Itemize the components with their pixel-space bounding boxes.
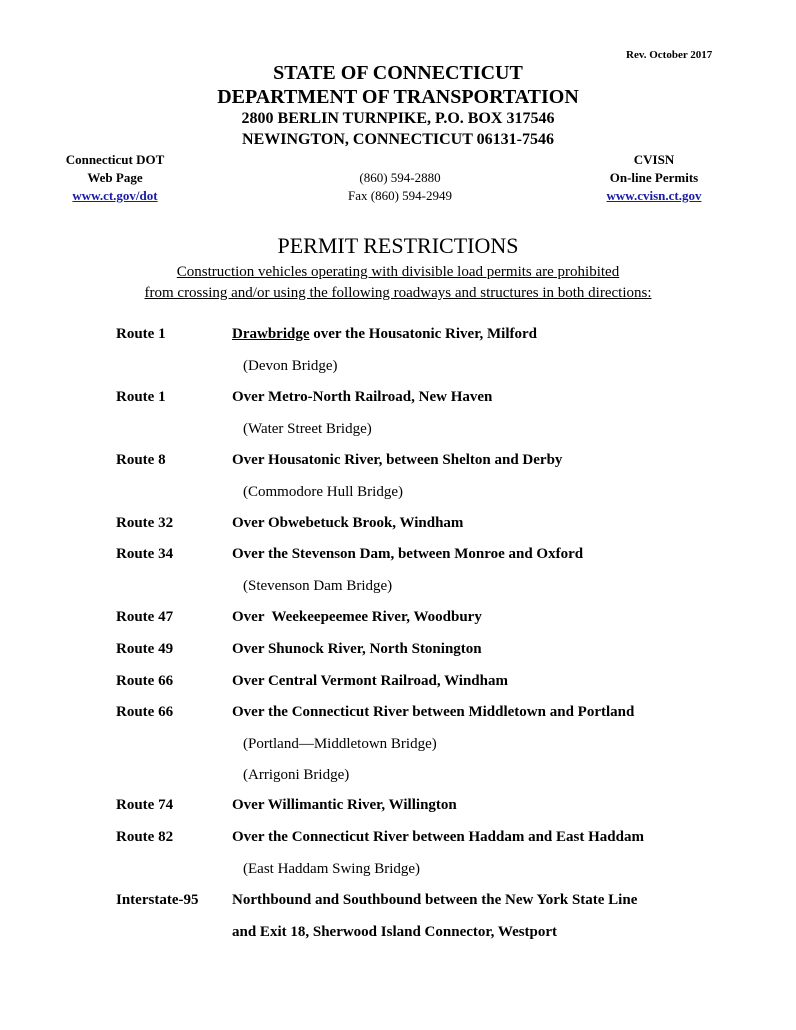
restriction-desc: Over Shunock River, North Stonington: [232, 641, 482, 657]
page-title: PERMIT RESTRICTIONS: [277, 233, 519, 258]
route-label: Route 1: [116, 389, 166, 405]
restriction-desc: Over Metro-North Railroad, New Haven: [232, 389, 493, 405]
phone-number: (860) 594-2880: [359, 170, 441, 185]
header-address: 2800 BERLIN TURNPIKE, P.O. BOX 317546: [241, 110, 555, 127]
revision-date: Rev. October 2017: [626, 49, 713, 61]
restriction-desc: Over Willimantic River, Willington: [232, 797, 457, 813]
restriction-desc: Over Housatonic River, between Shelton and Derby: [232, 452, 563, 468]
restriction-desc: [232, 326, 537, 343]
bridge-note: (Stevenson Dam Bridge): [243, 578, 393, 594]
contact-left-line2: Web Page: [87, 170, 143, 185]
route-label: Route 66: [116, 673, 174, 689]
route-label: Route 47: [116, 609, 174, 625]
route-label: Route 49: [116, 641, 174, 657]
restriction-desc: Over the Stevenson Dam, between Monroe and Oxford: [232, 546, 584, 562]
bridge-note: (Portland—Middletown Bridge): [243, 736, 437, 752]
restriction-desc: Over Weekeepeemee River, Woodbury: [232, 609, 482, 625]
contact-left-line1: Connecticut DOT: [65, 152, 165, 167]
restriction-desc: Over Central Vermont Railroad, Windham: [232, 673, 508, 689]
bridge-note: (Commodore Hull Bridge): [243, 484, 403, 500]
bridge-note: (East Haddam Swing Bridge): [243, 861, 421, 877]
route-label: Route 1: [116, 326, 166, 342]
drawbridge-word: Drawbridge: [232, 326, 310, 342]
cvisn-link[interactable]: www.cvisn.ct.gov: [606, 188, 702, 203]
bridge-note: (Devon Bridge): [243, 358, 338, 374]
bridge-note: (Water Street Bridge): [243, 421, 372, 437]
fax-number: Fax (860) 594-2949: [348, 188, 452, 203]
route-label: Route 74: [116, 797, 174, 813]
subtitle-line1: Construction vehicles operating with divisible load permits are prohibited: [176, 264, 620, 280]
route-label: Route 66: [116, 704, 174, 720]
restriction-desc: Northbound and Southbound between the New York State Line: [232, 892, 638, 908]
route-label: Route 8: [116, 452, 166, 468]
route-label: Route 32: [116, 515, 174, 531]
restriction-desc-continuation: and Exit 18, Sherwood Island Connector, Westport: [232, 924, 558, 940]
bridge-note: (Arrigoni Bridge): [243, 767, 350, 783]
header-state: STATE OF CONNECTICUT: [273, 62, 523, 84]
restriction-desc: Over the Connecticut River between Haddam and East Haddam: [232, 829, 644, 845]
restriction-desc-rest: over the Housatonic River, Milford: [309, 326, 537, 342]
restriction-desc: Over Obwebetuck Brook, Windham: [232, 515, 464, 531]
route-label: Interstate-95: [116, 892, 199, 908]
restriction-desc: Over the Connecticut River between Middletown and Portland: [232, 704, 635, 720]
route-label: Route 34: [116, 546, 174, 562]
header-city: NEWINGTON, CONNECTICUT 06131-7546: [242, 131, 554, 148]
contact-right-line1: CVISN: [633, 152, 675, 167]
route-label: Route 82: [116, 829, 174, 845]
subtitle-line2: from crossing and/or using the following roadways and structures in both directions:: [144, 285, 652, 301]
contact-right-line2: On-line Permits: [609, 170, 699, 185]
header-department: DEPARTMENT OF TRANSPORTATION: [217, 86, 579, 108]
dot-web-link[interactable]: www.ct.gov/dot: [72, 188, 158, 203]
